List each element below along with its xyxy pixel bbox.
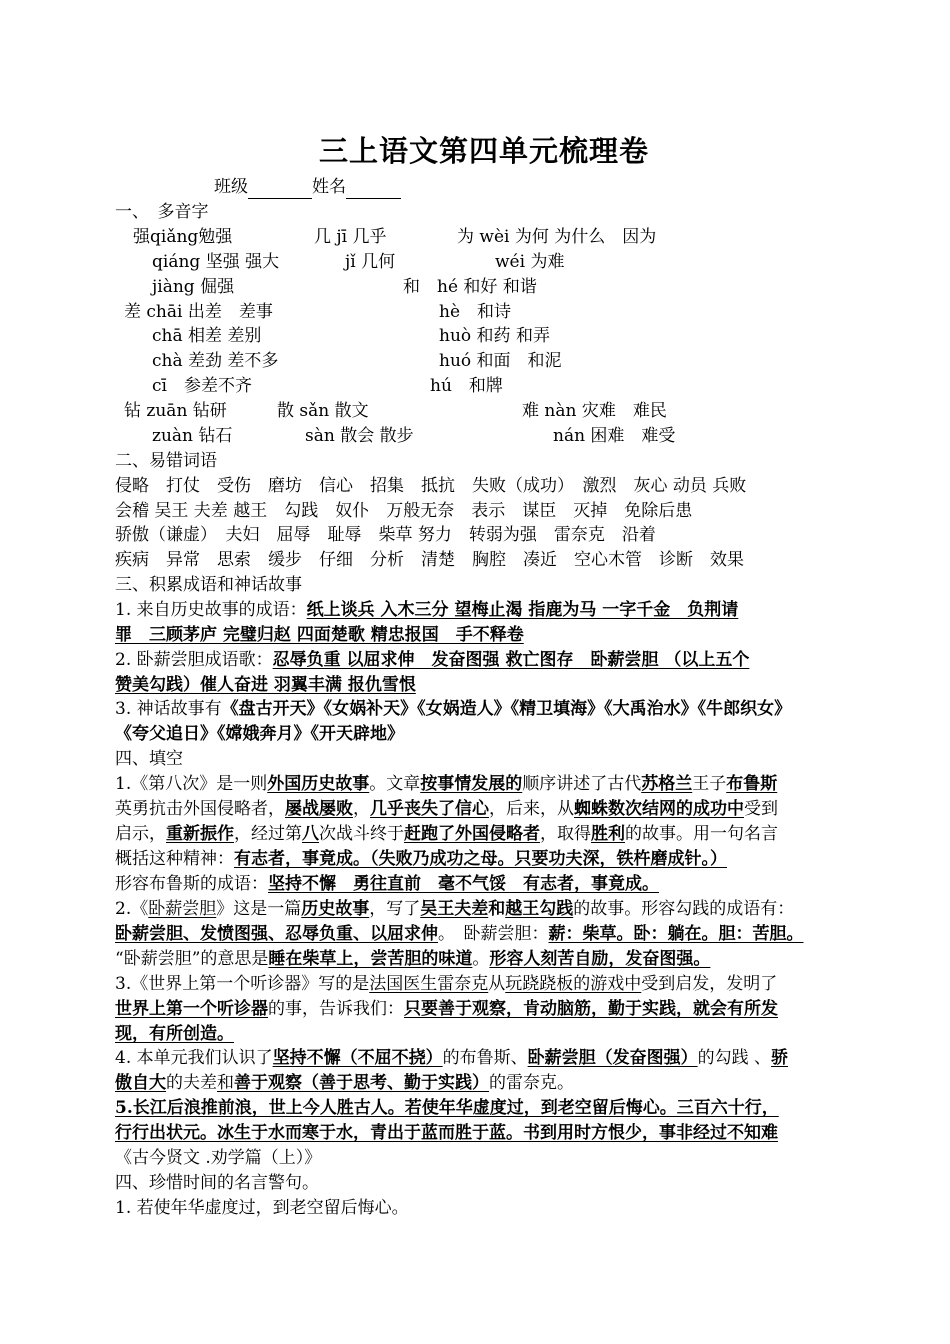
- answer: 布鲁斯: [726, 774, 778, 794]
- idiom-answer-1b: 罪 三顾茅庐 完璧归赵 四面楚歌 精忠报国 手不释卷: [115, 625, 524, 645]
- answer: 赶跑了外国侵略者: [404, 824, 540, 844]
- answer: 法国医生雷奈克: [369, 974, 489, 994]
- text: 的夫差: [166, 1073, 217, 1093]
- text: ，经过第: [234, 824, 302, 844]
- myth-item: [115, 697, 791, 721]
- class-label: 班级: [214, 177, 248, 197]
- text: 受到启发，发明了: [641, 974, 778, 994]
- answer: 骄: [771, 1048, 789, 1068]
- answer: 世界上第一个听诊器: [115, 999, 268, 1019]
- polyphone-qiang-3: jiàng 倔强: [152, 277, 235, 297]
- time-quote-1: 1. 若使年华虚度过，到老空留后悔心。: [115, 1198, 409, 1218]
- answer: 有志者，事竟成。（失败乃成功之母。只要功夫深，铁杵磨成针。）: [234, 849, 727, 869]
- answer: 卧薪尝胆、发愤图强、忍辱负重、以屈求伸: [115, 924, 438, 944]
- answer: 吴王夫差: [420, 899, 489, 919]
- fill-3-line-1: [115, 972, 777, 996]
- fill-2-line-2: [115, 922, 804, 946]
- section-3-heading: 三、积累成语和神话故事: [115, 575, 302, 595]
- text: 和: [488, 899, 506, 919]
- fill-2-line-3: [115, 947, 710, 971]
- idiom-item-1-label: 1. 来自历史故事的成语：: [115, 600, 307, 620]
- idiom-answer-2a: 忍辱负重 以屈求伸 发奋图强 救亡图存 卧薪尝胆 （以上五个: [272, 650, 750, 670]
- polyphone-nan-2: nán 困难 难受: [553, 426, 676, 446]
- polyphone-he-5: hú 和牌: [430, 376, 503, 396]
- polyphone-zuan-2: zuàn 钻石: [152, 426, 233, 446]
- answer: 胜利: [591, 824, 625, 844]
- answer: 外国历史故事: [267, 774, 370, 794]
- answer: 屡战屡败: [285, 799, 353, 819]
- polyphone-san-1: 散 sǎn 散文: [277, 401, 369, 421]
- idiom-answer-1a: 纸上谈兵 入木三分 望梅止渴 指鹿为马 一字千金 负荆请: [306, 600, 739, 620]
- fill-1-line-5: [115, 872, 659, 896]
- fill-3-line-2: [115, 997, 778, 1021]
- answer: 只要善于观察，肯动脑筋，勤于实践，就会有所发: [404, 999, 778, 1019]
- text: 的雷奈克。: [489, 1073, 574, 1093]
- polyphone-he-2: hè 和诗: [439, 302, 512, 322]
- answer: 八: [302, 824, 319, 844]
- answer: 重新振作: [166, 824, 234, 844]
- polyphone-ji-2: jǐ 几何: [345, 252, 396, 272]
- myth-label: 3. 神话故事有: [115, 699, 222, 719]
- class-name-line: [214, 175, 401, 199]
- word-line-2: 会稽 吴王 夫差 越王 勾践 奴仆 万般无奈 表示 谋臣 灭掉 免除后患: [115, 501, 693, 521]
- text: 顺序讲述了古代: [522, 774, 642, 794]
- polyphone-qiang-1: 强qiǎng勉强: [133, 227, 233, 247]
- word-line-3: 骄傲（谦虚） 夫妇 屈辱 耻辱 柴草 努力 转弱为强 雷奈克 沿着: [115, 525, 656, 545]
- answer: 按事情发展的: [420, 774, 523, 794]
- text: ，取得: [540, 824, 591, 844]
- polyphone-zuan-1: 钻 zuān 钻研: [124, 401, 227, 421]
- text: 2.《: [115, 899, 149, 919]
- polyphone-qiang-2: qiáng 坚强 强大: [152, 252, 280, 272]
- section-4-heading: 四、填空: [115, 749, 183, 769]
- fill-2-line-1: [115, 897, 794, 921]
- fill-1-line-3: [115, 822, 778, 846]
- answer: 卧薪尝胆: [148, 899, 217, 919]
- answer: 卧薪尝胆（发奋图强）: [527, 1048, 698, 1068]
- polyphone-wei-1: 为 wèi 为何 为什么 因为: [457, 227, 657, 247]
- class-blank[interactable]: [248, 180, 312, 199]
- section-5-heading: 四、珍惜时间的名言警句。: [115, 1173, 319, 1193]
- polyphone-wei-2: wéi 为难: [495, 252, 565, 272]
- word-line-4: 疾病 异常 思索 缓步 仔细 分析 清楚 胸腔 凑近 空心木管 诊断 效果: [115, 550, 744, 570]
- answer: 善于观察（善于思考、勤于实践）: [234, 1073, 489, 1093]
- text: 英勇抗击外国侵略者，: [115, 799, 285, 819]
- idiom-item-2-label: 2. 卧薪尝胆成语歌：: [115, 650, 273, 670]
- text: 的故事。用一句名言: [625, 824, 778, 844]
- fill-4-line-1: [115, 1046, 788, 1070]
- fill-5-source: 《古今贤文 .劝学篇（上）》: [115, 1148, 322, 1168]
- section-1-heading: 一、 多音字: [115, 202, 209, 222]
- answer: 历史故事: [301, 899, 370, 919]
- idiom-item-2: [115, 648, 749, 672]
- myth-list-b: 《夸父追日》《嫦娥奔月》《开天辟地》: [115, 724, 404, 744]
- fill-5-line-1: 5.长江后浪推前浪，世上今人胜古人。若使年华虚度过，到老空留后悔心。三百六十行，: [115, 1098, 779, 1118]
- text: 启示，: [115, 824, 166, 844]
- answer: 坚持不懈 勇往直前 毫不气馁 有志者，事竟成。: [268, 874, 659, 894]
- text: 。 卧薪尝胆：: [438, 924, 549, 944]
- fill-4-line-2: [115, 1071, 574, 1095]
- text: 和: [217, 1073, 234, 1093]
- text: ，写了: [369, 899, 421, 919]
- text: 的布鲁斯、: [442, 1048, 528, 1068]
- polyphone-ji-1: 几 jī 几乎: [314, 227, 387, 247]
- answer: 形容人刻苦自励，发奋图强。: [489, 949, 711, 969]
- text: 4. 本单元我们认识了: [115, 1048, 273, 1068]
- text: 概括这种精神：: [115, 849, 234, 869]
- text: 形容布鲁斯的成语：: [115, 874, 268, 894]
- polyphone-he-4: huó 和面 和泥: [439, 351, 562, 371]
- page-title: 三上语文第四单元梳理卷: [319, 134, 650, 168]
- answer: 玩跷跷板的游戏中: [505, 974, 642, 994]
- fill-5-line-2: 行行出状元。冰生于水而寒于水，青出于蓝而胜于蓝。书到用时方恨少，事非经过不知难: [115, 1123, 778, 1143]
- text: 从: [488, 974, 506, 994]
- answer: 越王勾践: [505, 899, 574, 919]
- text: 》这是一篇: [216, 899, 302, 919]
- text: 。: [472, 949, 490, 969]
- answer: 傲自大: [115, 1073, 166, 1093]
- name-label: 姓名: [312, 177, 346, 197]
- polyphone-cha-1: 差 chāi 出差 差事: [124, 302, 273, 322]
- text: 3.《世界上第一个听诊器》写的是: [115, 974, 370, 994]
- text: 的勾践 、: [697, 1048, 772, 1068]
- answer: 薪：柴草。卧：躺在。胆：苦胆。: [548, 924, 804, 944]
- polyphone-nan-1: 难 nàn 灾难 难民: [522, 401, 667, 421]
- fill-1-line-1: [115, 772, 777, 796]
- polyphone-cha-2: chā 相差 差别: [152, 326, 262, 346]
- polyphone-he-3: huò 和药 和弄: [439, 326, 550, 346]
- text: ，后来，从: [489, 799, 574, 819]
- text: 1.《第八次》是一则: [115, 774, 268, 794]
- answer: 几乎丧失了信心: [370, 799, 489, 819]
- text: 次战斗终于: [319, 824, 404, 844]
- polyphone-cha-4: cī 参差不齐: [152, 376, 252, 396]
- name-blank[interactable]: [346, 180, 401, 199]
- text: ，: [353, 799, 370, 819]
- idiom-answer-2b: 赞美勾践）催人奋进 羽翼丰满 报仇雪恨: [115, 675, 416, 695]
- text: 。文章: [369, 774, 421, 794]
- word-line-1: 侵略 打仗 受伤 磨坊 信心 招集 抵抗 失败（成功） 激烈 灰心 动员 兵败: [115, 476, 747, 496]
- answer: 坚持不懈（不屈不挠）: [272, 1048, 443, 1068]
- polyphone-cha-3: chà 差劲 差不多: [152, 351, 279, 371]
- text: 王子: [692, 774, 727, 794]
- polyphone-san-2: sàn 散会 散步: [305, 426, 414, 446]
- answer: 苏格兰: [641, 774, 693, 794]
- text: “卧薪尝胆”的意思是: [115, 949, 269, 969]
- section-2-heading: 二、易错词语: [115, 451, 217, 471]
- text: 的故事。形容勾践的成语有：: [573, 899, 795, 919]
- idiom-item-1: [115, 598, 738, 622]
- answer: 睡在柴草上，尝苦胆的味道: [268, 949, 473, 969]
- text: 的事，告诉我们：: [268, 999, 404, 1019]
- polyphone-he-1: 和 hé 和好 和谐: [403, 277, 537, 297]
- fill-3-line-3: 现，有所创造。: [115, 1024, 234, 1044]
- fill-1-line-2: [115, 797, 778, 821]
- answer: 蜘蛛数次结网的成功中: [574, 799, 744, 819]
- myth-list-a: 《盘古开天》《女娲补天》《女娲造人》《精卫填海》《大禹治水》《牛郎织女》: [221, 699, 792, 719]
- fill-1-line-4: [115, 847, 727, 871]
- text: 受到: [744, 799, 778, 819]
